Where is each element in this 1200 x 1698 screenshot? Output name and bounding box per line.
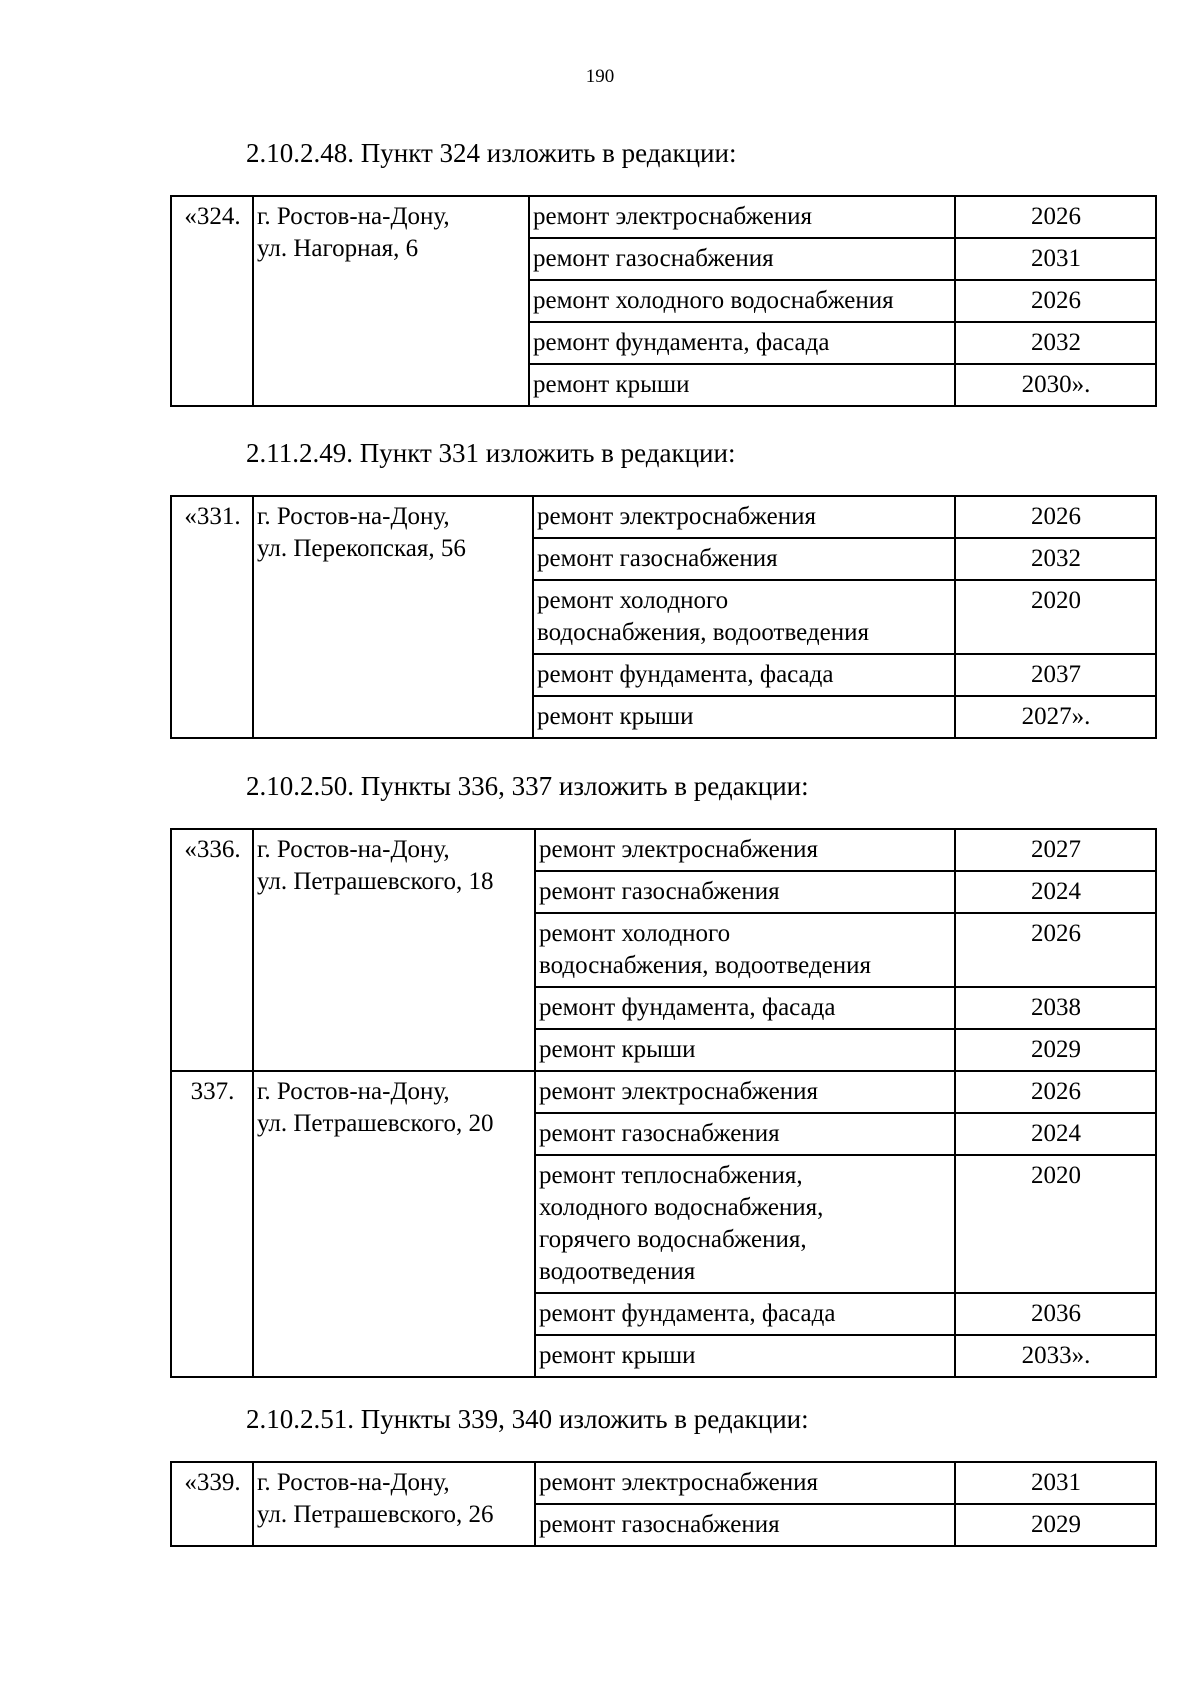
address-street: ул. Петрашевского, 20 <box>257 1110 494 1137</box>
work-year: 2038 <box>955 987 1156 1029</box>
work-year: 2020 <box>955 580 1156 654</box>
work-year: 2026 <box>955 913 1156 987</box>
work-name: ремонт холодного водоснабжения <box>529 280 955 322</box>
item-number: «324. <box>171 196 253 406</box>
work-name: ремонт электроснабжения <box>535 1462 955 1504</box>
work-year: 2020 <box>955 1155 1156 1293</box>
work-name: ремонт фундамента, фасада <box>535 987 955 1029</box>
work-name: ремонт теплоснабжения, холодного водоснабжения, горячего водоснабжения, водоотведения <box>535 1155 955 1293</box>
work-year: 2026 <box>955 496 1156 538</box>
address-street: ул. Петрашевского, 18 <box>257 868 494 895</box>
work-name: ремонт газоснабжения <box>535 1504 955 1546</box>
table-row <box>171 1462 1156 1504</box>
work-name: ремонт холодного водоснабжения, водоотведения <box>535 913 955 987</box>
item-address <box>253 196 529 406</box>
work-name: ремонт газоснабжения <box>529 238 955 280</box>
work-name: ремонт крыши <box>533 696 955 738</box>
work-name: ремонт газоснабжения <box>533 538 955 580</box>
item-number: 337. <box>171 1071 253 1377</box>
work-year: 2036 <box>955 1293 1156 1335</box>
work-name: ремонт фундамента, фасада <box>533 654 955 696</box>
section-324 <box>170 137 1155 407</box>
table-row <box>171 1071 1156 1113</box>
work-name: ремонт электроснабжения <box>535 829 955 871</box>
address-city: г. Ростов-на-Дону, <box>257 203 450 230</box>
section-heading: 2.10.2.51. Пункты 339, 340 изложить в редакции: <box>246 1404 809 1434</box>
address-street: ул. Нагорная, 6 <box>257 235 419 262</box>
work-year: 2032 <box>955 322 1156 364</box>
work-name: ремонт электроснабжения <box>529 196 955 238</box>
work-name: ремонт газоснабжения <box>535 871 955 913</box>
repair-table <box>170 195 1157 407</box>
item-number: «339. <box>171 1462 253 1546</box>
work-year: 2024 <box>955 871 1156 913</box>
item-address <box>253 1071 535 1377</box>
work-year: 2024 <box>955 1113 1156 1155</box>
work-year: 2031 <box>955 238 1156 280</box>
page-number: 190 <box>585 66 615 87</box>
address-street: ул. Петрашевского, 26 <box>257 1501 494 1528</box>
work-year: 2029 <box>955 1504 1156 1546</box>
address-city: г. Ростов-на-Дону, <box>257 1078 450 1105</box>
work-year: 2032 <box>955 538 1156 580</box>
address-city: г. Ростов-на-Дону, <box>257 503 450 530</box>
section-heading: 2.11.2.49. Пункт 331 изложить в редакции: <box>246 438 736 468</box>
section-heading: 2.10.2.48. Пункт 324 изложить в редакции: <box>246 138 737 168</box>
work-name: ремонт холодного водоснабжения, водоотведения <box>533 580 955 654</box>
repair-table <box>170 1461 1157 1547</box>
address-city: г. Ростов-на-Дону, <box>257 1469 450 1496</box>
table-row <box>171 196 1156 238</box>
table-row <box>171 496 1156 538</box>
item-address <box>253 496 533 738</box>
table-row <box>171 829 1156 871</box>
work-name: ремонт электроснабжения <box>535 1071 955 1113</box>
work-name: ремонт фундамента, фасада <box>529 322 955 364</box>
work-name: ремонт газоснабжения <box>535 1113 955 1155</box>
work-year: 2037 <box>955 654 1156 696</box>
repair-table <box>170 495 1157 739</box>
work-year: 2026 <box>955 1071 1156 1113</box>
section-heading: 2.10.2.50. Пункты 336, 337 изложить в редакции: <box>246 771 809 801</box>
work-name: ремонт крыши <box>529 364 955 406</box>
item-address <box>253 1462 535 1546</box>
work-name: ремонт крыши <box>535 1335 955 1377</box>
work-year: 2029 <box>955 1029 1156 1071</box>
address-city: г. Ростов-на-Дону, <box>257 836 450 863</box>
work-year: 2027». <box>955 696 1156 738</box>
section-331 <box>170 437 1155 739</box>
work-name: ремонт фундамента, фасада <box>535 1293 955 1335</box>
item-number: «336. <box>171 829 253 1071</box>
work-name: ремонт крыши <box>535 1029 955 1071</box>
section-336-337 <box>170 770 1155 1378</box>
work-year: 2030». <box>955 364 1156 406</box>
section-339-340 <box>170 1403 1155 1547</box>
item-number: «331. <box>171 496 253 738</box>
item-address <box>253 829 535 1071</box>
address-street: ул. Перекопская, 56 <box>257 535 466 562</box>
repair-table <box>170 828 1157 1378</box>
work-year: 2033». <box>955 1335 1156 1377</box>
work-year: 2031 <box>955 1462 1156 1504</box>
work-year: 2026 <box>955 280 1156 322</box>
work-year: 2026 <box>955 196 1156 238</box>
work-year: 2027 <box>955 829 1156 871</box>
work-name: ремонт электроснабжения <box>533 496 955 538</box>
